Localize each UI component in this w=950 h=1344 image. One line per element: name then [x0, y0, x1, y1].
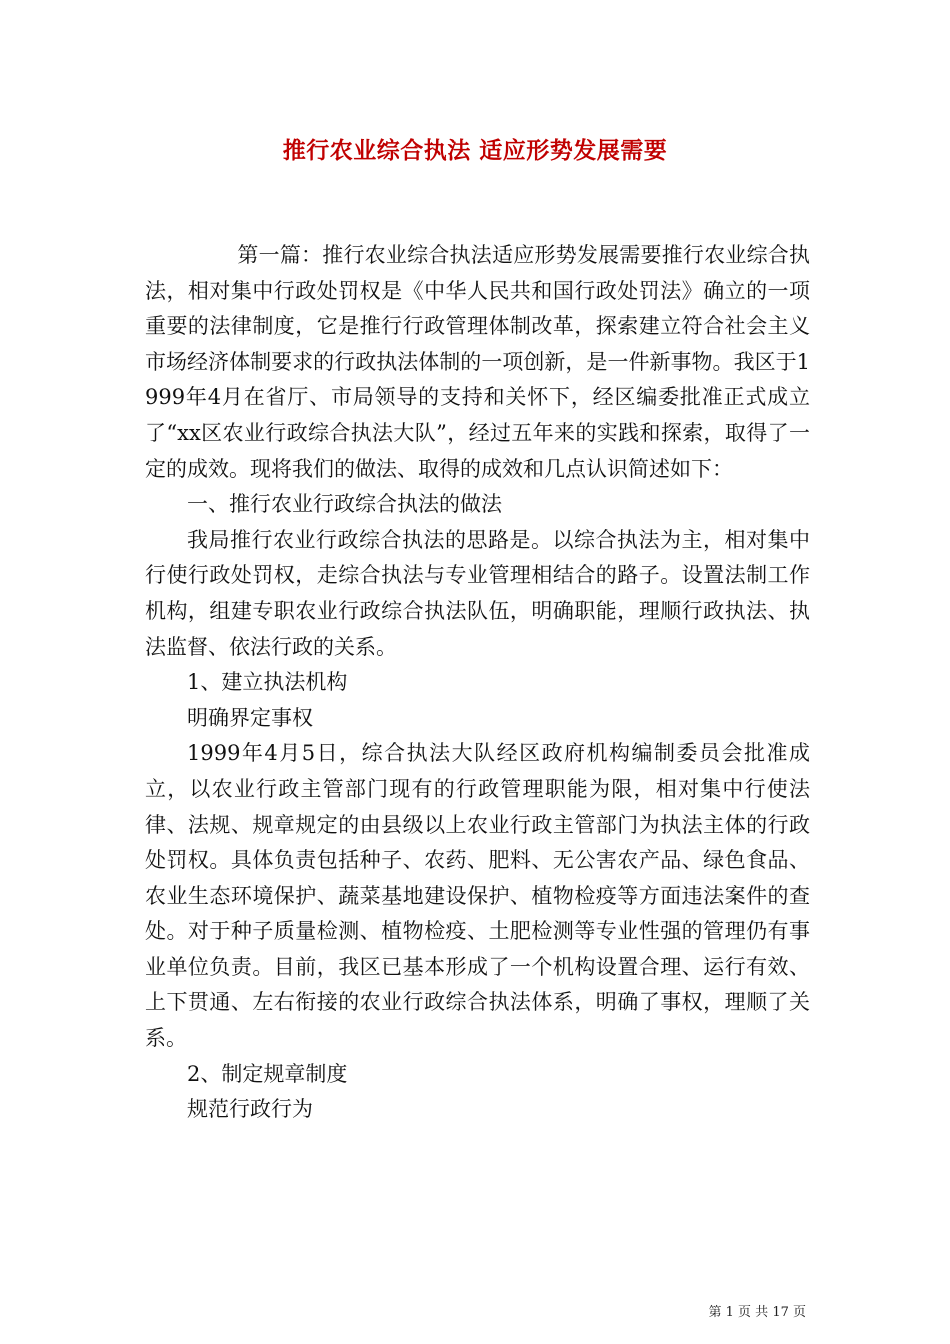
- subheading-2: 2、制定规章制度: [187, 1061, 348, 1086]
- document-title: 推行农业综合执法 适应形势发展需要: [282, 137, 668, 164]
- subheading-1: 1、建立执法机构: [187, 670, 348, 695]
- section-heading-1: 一、推行农业行政综合执法的做法: [187, 492, 502, 517]
- paragraph-intro: 第一篇：推行农业综合执法适应形势发展需要推行农业综合执法，相对集中行政处罚权是《中华人民共和国行政处罚法》确立的一项重要的法律制度，它是推行行政管理体制改革，探索建立符合社会主义市场经济体制要求的行政执法体制的一项创新，是一件新事物。我区于1999年4月在省厅、市局领导的支持和关怀下，经区编委批准正式成立了“xx区农业行政综合执法大队”，经过五年来的实践和探索，取得了一定的成效。现将我们的做法、取得的成效和几点认识简述如下：: [145, 243, 810, 481]
- subheading-2-sub: 规范行政行为: [187, 1097, 313, 1122]
- document-body: [145, 238, 810, 1128]
- paragraph-establishment: 1999年4月5日，综合执法大队经区政府机构编制委员会批准成立，以农业行政主管部门现有的行政管理职能为限，相对集中行使法律、法规、规章规定的由县级以上农业行政主管部门为执法主体的行政处罚权。具体负责包括种子、农药、肥料、无公害农产品、绿色食品、农业生态环境保护、蔬菜基地建设保护、植物检疫等方面违法案件的查处。对于种子质量检测、植物检疫、土肥检测等专业性强的管理仍有事业单位负责。目前，我区已基本形成了一个机构设置合理、运行有效、上下贯通、左右衔接的农业行政综合执法体系，明确了事权，理顺了关系。: [145, 741, 810, 1051]
- subheading-1-sub: 明确界定事权: [187, 705, 313, 730]
- paragraph-approach: 我局推行农业行政综合执法的思路是。以综合执法为主，相对集中行使行政处罚权，走综合执法与专业管理相结合的路子。设置法制工作机构，组建专职农业行政综合执法队伍，明确职能，理顺行政执法、执法监督、依法行政的关系。: [145, 527, 810, 659]
- page-number-footer: 第 1 页 共 17 页: [708, 1305, 806, 1320]
